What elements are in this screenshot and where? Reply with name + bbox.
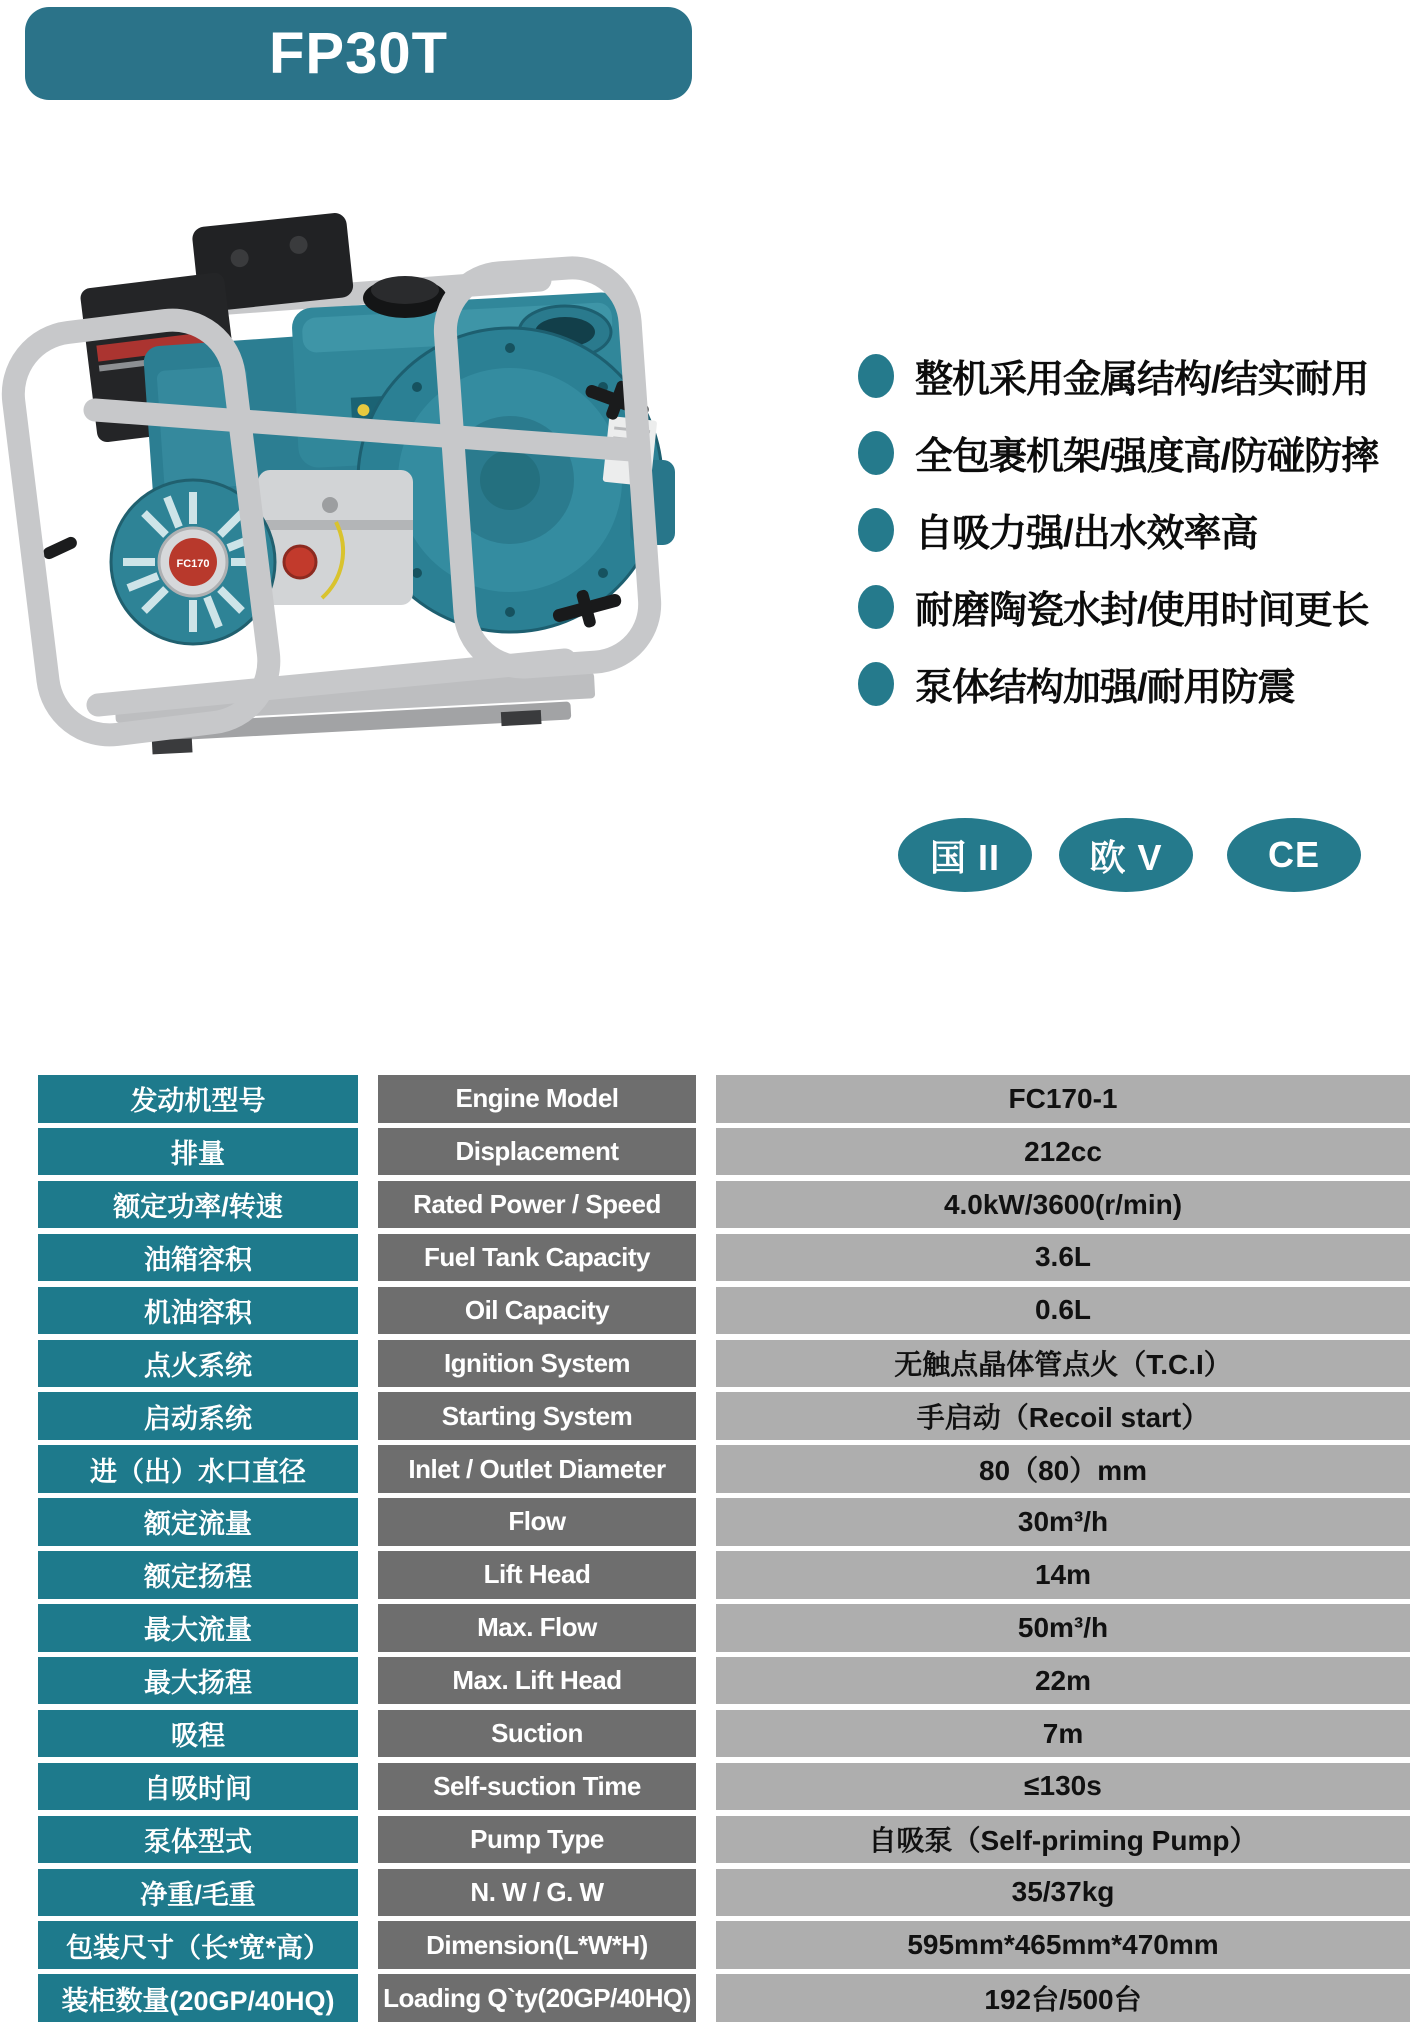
- crankcase: [258, 470, 413, 605]
- bullet-dot-icon: [858, 508, 894, 552]
- spec-label-en: Rated Power / Speed: [378, 1181, 696, 1229]
- bullet-dot-icon: [858, 354, 894, 398]
- feature-text: 泵体结构加强/耐用防震: [915, 667, 1295, 709]
- feature-text: 全包裹机架/强度高/防碰防摔: [915, 436, 1379, 478]
- spec-value: 35/37kg: [716, 1869, 1410, 1917]
- spec-row: [0, 1181, 1423, 1229]
- spec-label-en: Fuel Tank Capacity: [378, 1234, 696, 1282]
- spec-label-cn: 包装尺寸（长*宽*高）: [38, 1921, 358, 1969]
- spec-value: 50m³/h: [716, 1604, 1410, 1652]
- spec-label-cn: 油箱容积: [38, 1234, 358, 1282]
- feature-item: [858, 491, 1423, 568]
- model-badge: [25, 7, 692, 100]
- product-image: [0, 160, 700, 820]
- spec-row: [0, 1340, 1423, 1388]
- spec-value: 7m: [716, 1710, 1410, 1758]
- spec-value: 0.6L: [716, 1287, 1410, 1335]
- spec-value: 自吸泵（Self-priming Pump）: [716, 1816, 1410, 1864]
- spec-label-cn: 额定功率/转速: [38, 1181, 358, 1229]
- spec-value: 595mm*465mm*470mm: [716, 1921, 1410, 1969]
- spec-row: [0, 1392, 1423, 1440]
- spec-label-cn: 进（出）水口直径: [38, 1445, 358, 1493]
- spec-label-en: Ignition System: [378, 1340, 696, 1388]
- bullet-dot-icon: [858, 662, 894, 706]
- spec-label-en: Engine Model: [378, 1075, 696, 1123]
- bullet-dot-icon: [858, 431, 894, 475]
- spec-label-cn: 机油容积: [38, 1287, 358, 1335]
- feature-text: 自吸力强/出水效率高: [915, 513, 1258, 555]
- bullet-dot-icon: [858, 585, 894, 629]
- spec-value: FC170-1: [716, 1075, 1410, 1123]
- spec-value: 手启动（Recoil start）: [716, 1392, 1410, 1440]
- spec-row: [0, 1498, 1423, 1546]
- feature-item: [858, 414, 1423, 491]
- spec-value: 80（80）mm: [716, 1445, 1410, 1493]
- spec-value: 192台/500台: [716, 1974, 1410, 2022]
- spec-row: [0, 1816, 1423, 1864]
- spec-label-cn: 最大流量: [38, 1604, 358, 1652]
- cert-badge: 国 II: [898, 818, 1032, 892]
- spec-label-en: Max. Flow: [378, 1604, 696, 1652]
- spec-label-en: Inlet / Outlet Diameter: [378, 1445, 696, 1493]
- spec-row: [0, 1128, 1423, 1176]
- spec-label-en: Oil Capacity: [378, 1287, 696, 1335]
- spec-row: [0, 1234, 1423, 1282]
- feature-item: [858, 645, 1423, 722]
- spec-value: 无触点晶体管点火（T.C.I）: [716, 1340, 1410, 1388]
- spec-label-en: Flow: [378, 1498, 696, 1546]
- spec-label-en: Dimension(L*W*H): [378, 1921, 696, 1969]
- feature-text: 耐磨陶瓷水封/使用时间更长: [915, 590, 1369, 632]
- spec-label-en: Pump Type: [378, 1816, 696, 1864]
- spec-label-cn: 发动机型号: [38, 1075, 358, 1123]
- spec-label-cn: 泵体型式: [38, 1816, 358, 1864]
- spec-value: 3.6L: [716, 1234, 1410, 1282]
- spec-row: [0, 1921, 1423, 1969]
- feature-item: [858, 568, 1423, 645]
- spec-label-cn: 启动系统: [38, 1392, 358, 1440]
- spec-value: 14m: [716, 1551, 1410, 1599]
- feature-text: 整机采用金属结构/结实耐用: [915, 359, 1369, 401]
- spec-label-en: Self-suction Time: [378, 1763, 696, 1811]
- spec-row: [0, 1763, 1423, 1811]
- spec-value: 4.0kW/3600(r/min): [716, 1181, 1410, 1229]
- spec-row: [0, 1445, 1423, 1493]
- feature-list: [858, 337, 1423, 722]
- spec-label-cn: 额定流量: [38, 1498, 358, 1546]
- stop-switch: [284, 546, 316, 578]
- spec-row: [0, 1869, 1423, 1917]
- spec-label-cn: 装柜数量(20GP/40HQ): [38, 1974, 358, 2022]
- feature-item: [858, 337, 1423, 414]
- spec-label-en: Starting System: [378, 1392, 696, 1440]
- spec-row: [0, 1551, 1423, 1599]
- spec-label-en: Lift Head: [378, 1551, 696, 1599]
- spec-row: [0, 1974, 1423, 2022]
- specs-table: [0, 1075, 1423, 2027]
- spec-value: 22m: [716, 1657, 1410, 1705]
- spec-row: [0, 1710, 1423, 1758]
- oil-drain-knob: [41, 535, 79, 561]
- spec-label-cn: 净重/毛重: [38, 1869, 358, 1917]
- spec-label-en: Suction: [378, 1710, 696, 1758]
- spec-label-en: Displacement: [378, 1128, 696, 1176]
- spec-label-cn: 排量: [38, 1128, 358, 1176]
- spec-value: 212cc: [716, 1128, 1410, 1176]
- spec-row: [0, 1287, 1423, 1335]
- spec-value: ≤130s: [716, 1763, 1410, 1811]
- recoil-label: FC170: [176, 558, 210, 570]
- spec-label-en: N. W / G. W: [378, 1869, 696, 1917]
- cert-badge: 欧 V: [1059, 818, 1193, 892]
- spec-label-cn: 自吸时间: [38, 1763, 358, 1811]
- spec-label-cn: 吸程: [38, 1710, 358, 1758]
- spec-label-en: Loading Q`ty(20GP/40HQ): [378, 1974, 696, 2022]
- spec-row: [0, 1604, 1423, 1652]
- spec-label-cn: 额定扬程: [38, 1551, 358, 1599]
- cert-badge: CE: [1227, 818, 1361, 892]
- spec-row: [0, 1075, 1423, 1123]
- spec-label-en: Max. Lift Head: [378, 1657, 696, 1705]
- spec-label-cn: 点火系统: [38, 1340, 358, 1388]
- spec-label-cn: 最大扬程: [38, 1657, 358, 1705]
- spec-value: 30m³/h: [716, 1498, 1410, 1546]
- page-title: FP30T: [268, 21, 449, 86]
- spec-row: [0, 1657, 1423, 1705]
